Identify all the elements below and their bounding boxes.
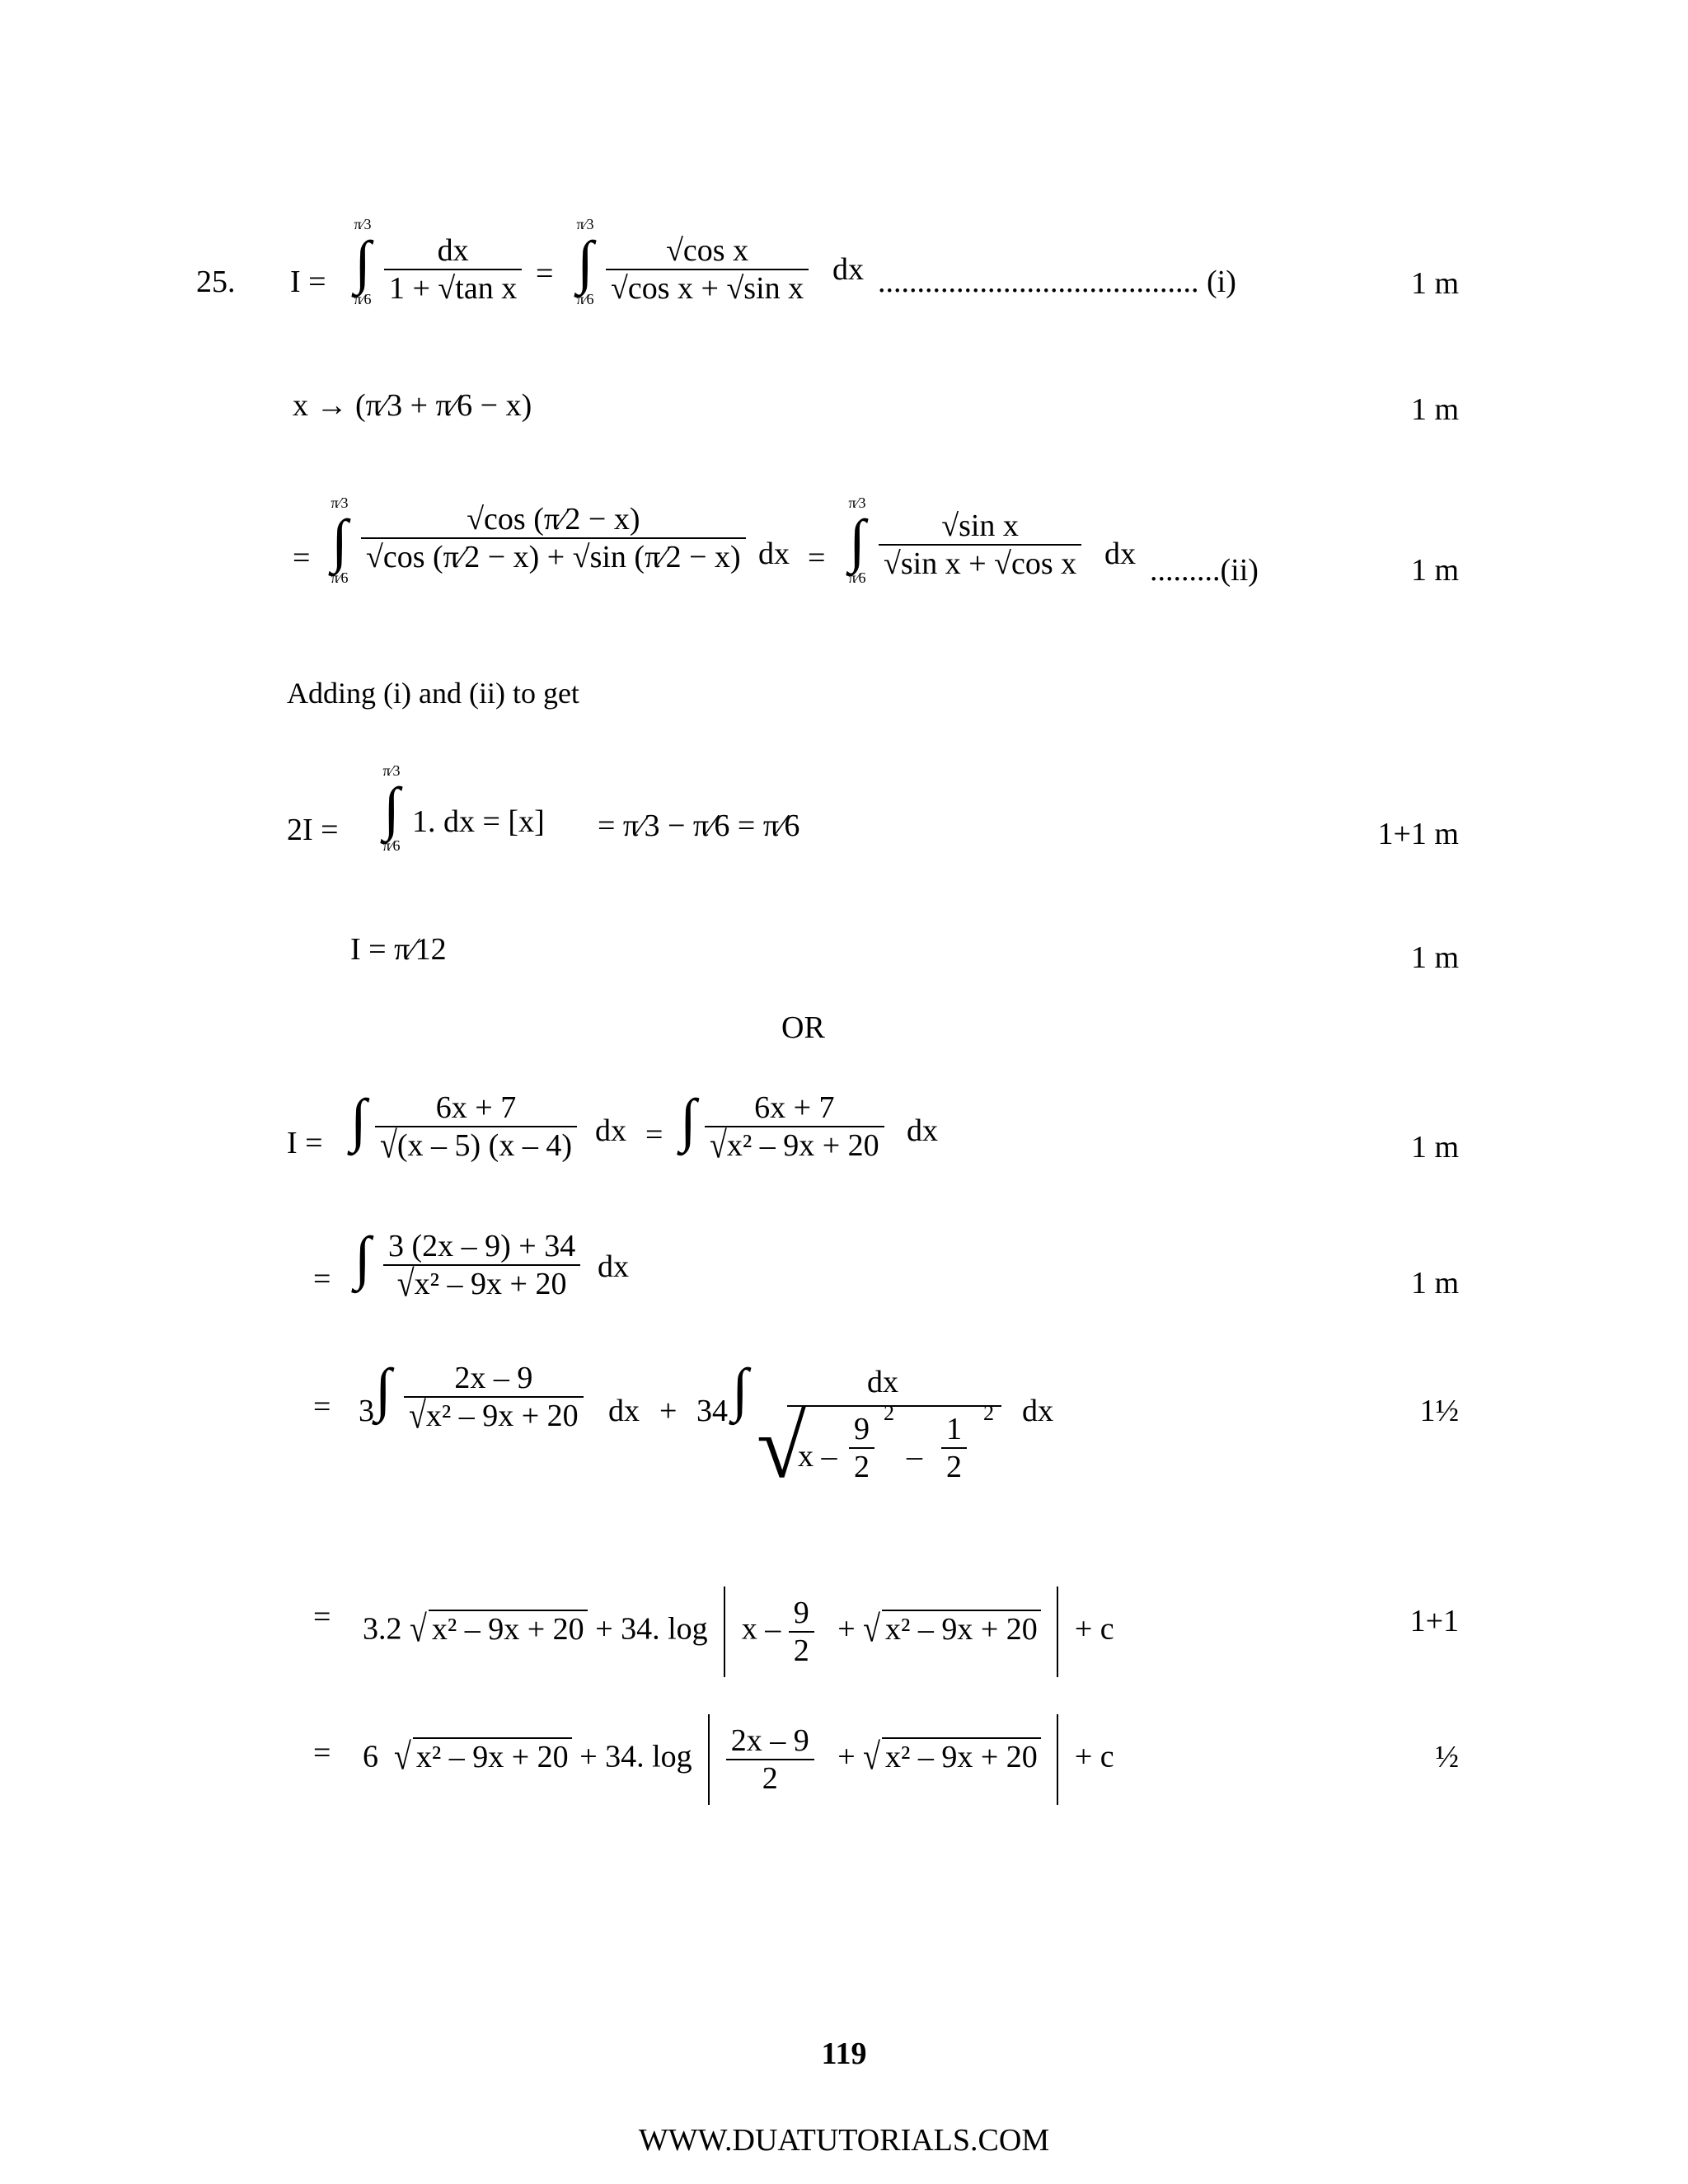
step3-dx: dx [758,537,790,571]
alt3-fraction1: $\frac{2x - 9}{\text{√x² – 9x + 20}}$ [404,1360,584,1434]
step2-marks: 1 m [1410,392,1459,427]
fraction-bar [787,1405,1001,1407]
step3-eq2: = [808,541,826,575]
alt2-dx: dx [598,1249,629,1284]
alt3-den-x: x – [798,1439,837,1474]
coefficient: 3.2 [363,1611,402,1647]
numerator: 6x + 7 [435,1090,517,1125]
numerator: 9 [793,1596,809,1630]
step1-integral2: π⁄3 ∫ π⁄6 [569,216,602,308]
alt3-eq: = [313,1390,331,1424]
alt1-fraction1: $\frac{6x + 7}{√(x - 5) (x - 4)}$ [375,1090,577,1164]
denominator: 2 [789,1631,814,1669]
denominator: x² – 9x + 20 [726,1128,879,1163]
abs-bar-right [1057,1714,1058,1805]
step3-integral: π⁄3 ∫ π⁄6 [323,494,356,587]
alt1-lhs: I = [287,1126,323,1160]
alt1-eq: = [645,1118,663,1152]
alt3-minus: – [907,1439,922,1474]
step1-fraction2 [606,232,809,307]
upper-limit: π⁄3 [848,494,866,511]
denominator: x² – 9x + 20 [414,1267,567,1301]
alt3-coef1: 3 [359,1394,374,1428]
alt3-plus: + [659,1394,678,1428]
step1-fraction1 [384,232,522,307]
alt2-fraction: $\frac{3 (2x - 9) + 34}{\text{√x² – 9x + 20}}$ [383,1228,580,1302]
alt3-dx: dx [608,1394,640,1428]
denominator: (x – 5) (x – 4) [396,1128,572,1163]
x-term: x – [741,1611,781,1647]
radicand: x² – 9x + 20 [882,1737,1041,1775]
alt3-den-frac2 [941,1411,967,1485]
abs-bar-right [1057,1586,1058,1677]
alt3-num2: dx [867,1365,898,1399]
lower-limit: π⁄6 [331,569,349,586]
plus: + [837,1611,856,1647]
step4-integral: π⁄3 ∫ π⁄6 [375,762,408,855]
alt1-marks: 1 m [1410,1130,1459,1165]
footer-website: WWW.DUATUTORIALS.COM [638,2123,1050,2158]
radicand: x² – 9x + 20 [429,1610,588,1647]
alt4-marks: 1+1 [1409,1604,1459,1638]
denominator: √cos (π⁄2 − x) + √sin (π⁄2 − x) [361,537,746,575]
or-separator: OR [781,1010,825,1045]
numerator: 6x + 7 [754,1090,835,1125]
step1-marks: 1 m [1410,266,1459,301]
integral-sign: ∫ [354,1225,371,1291]
abs-bar-left [708,1714,710,1805]
numerator: 1 [946,1412,962,1446]
numerator: 2x – 9 [730,1723,809,1758]
alt2-marks: 1 m [1410,1266,1459,1301]
step1-eq: = [536,256,554,291]
constant: + c [1074,1611,1114,1647]
step3-fraction2 [879,508,1081,582]
alt4-eq: = [313,1600,331,1634]
step3-integral2: π⁄3 ∫ π⁄6 [841,494,874,587]
alt5-eq: = [313,1736,331,1770]
numerator: 2x – 9 [454,1361,533,1395]
lower-limit: π⁄6 [848,569,866,586]
step3-marks: 1 m [1410,553,1459,588]
step3-fraction1 [361,501,746,575]
step1-integral: π⁄3 ∫ π⁄6 [346,216,379,308]
abs-bar-left [724,1586,725,1677]
numerator: √cos x [666,233,749,268]
radical-sign: √ [757,1396,807,1497]
alt4-expression: 3.2 √ x² – 9x + 20 + 34. log x – $\frac{9}{2}$ + √ x² – 9x + 20 + c [363,1586,1114,1677]
denominator: √sin x + √cos x [879,544,1081,582]
step5-result: I = π⁄12 [350,932,447,967]
denominator: 2 [941,1447,967,1485]
denominator: 2 [726,1759,814,1797]
step3-eq: = [293,541,311,575]
alt1-dx2: dx [907,1113,938,1148]
page-number: 119 [821,2036,867,2071]
question-number: 25. [196,265,236,299]
denominator: 2 [849,1447,874,1485]
step4-marks: 1+1 m [1377,817,1459,851]
upper-limit: π⁄3 [331,494,349,511]
upper-limit: π⁄3 [354,216,372,232]
integral-sign: ∫ [680,1087,696,1153]
step1-dx: dx [832,252,864,287]
step1-lhs: I = [290,265,326,299]
alt2-eq: = [313,1262,331,1296]
radicand: x² – 9x + 20 [882,1610,1041,1647]
step2-substitution: x → (π⁄3 + π⁄6 − x) [293,388,532,423]
alt5-expression: 6 √ x² – 9x + 20 + 34. log $\frac{2x - 9}{2}$ + √ x² – 9x + 20 + c [363,1714,1114,1805]
step4-rhs: = π⁄3 − π⁄6 = π⁄6 [598,808,800,843]
step1-tag: ......................................... (i) [878,265,1236,299]
step5-marks: 1 m [1410,940,1459,975]
step3-tag: .........(ii) [1150,553,1259,588]
adding-text: Adding (i) and (ii) to get [287,677,579,710]
alt3-coef2: 34 [696,1394,728,1428]
upper-limit: π⁄3 [382,762,401,779]
lower-limit: π⁄6 [576,291,594,307]
numerator: dx [437,233,469,268]
numerator: √sin x [941,509,1019,543]
denominator: x² – 9x + 20 [425,1399,579,1433]
alt3-marks: 1½ [1419,1394,1459,1428]
lower-limit: π⁄6 [354,291,372,307]
integral-sign: ∫ [732,1357,748,1422]
alt5-marks: ½ [1435,1740,1459,1774]
plus: + [837,1739,856,1774]
exponent: 2 [884,1401,894,1425]
log-term: + 34. log [595,1611,708,1647]
alt3-dx2: dx [1022,1394,1053,1428]
alt3-den-frac1 [849,1411,874,1485]
log-term: + 34. log [579,1739,692,1774]
alt1-dx: dx [595,1113,626,1148]
step4-body: 1. dx = [x] [412,804,545,839]
step4-lhs: 2I = [287,813,339,847]
integral-sign: ∫ [350,1087,367,1153]
constant: + c [1074,1739,1114,1774]
lower-limit: π⁄6 [382,837,401,854]
denominator: 1 + √tan x [384,269,522,307]
numerator: 3 (2x – 9) + 34 [388,1229,576,1263]
exponent: 2 [983,1401,994,1425]
step3-dx2: dx [1104,537,1136,571]
denominator: √cos x + √sin x [606,269,809,307]
numerator: √cos (π⁄2 − x) [467,502,640,537]
coefficient: 6 [363,1739,378,1774]
radicand: x² – 9x + 20 [413,1737,572,1775]
integral-sign: ∫ [375,1357,392,1422]
upper-limit: π⁄3 [576,216,594,232]
numerator: 9 [854,1412,870,1446]
alt1-fraction2: $\frac{6x + 7}{\text{√x² – 9x + 20}}$ [705,1090,884,1164]
